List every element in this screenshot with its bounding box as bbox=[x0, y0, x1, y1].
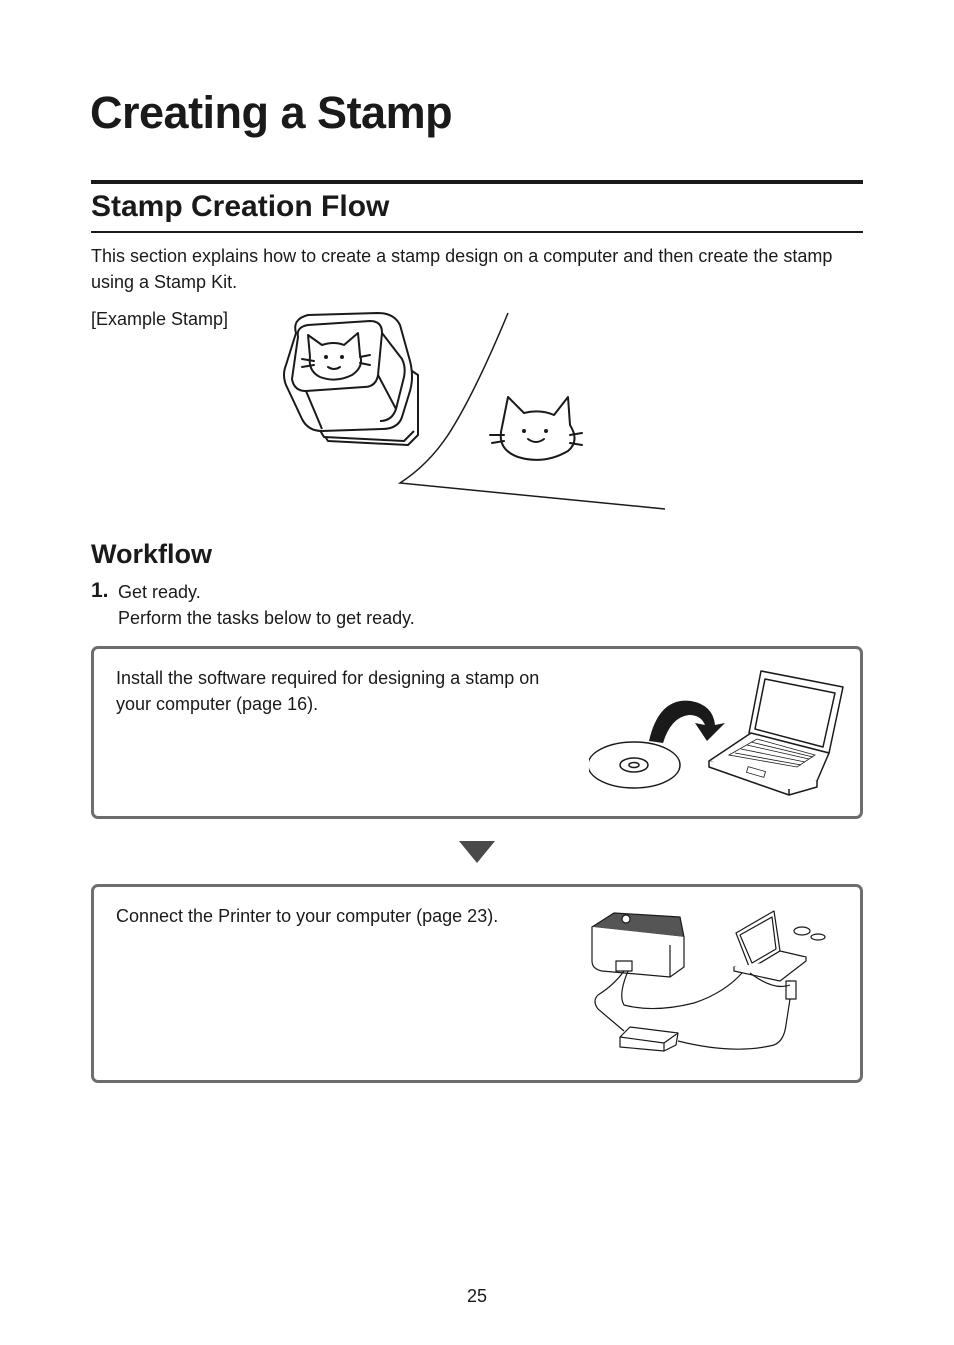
printer-laptop-connection-illustration bbox=[584, 905, 834, 1065]
task-text-connect-printer: Connect the Printer to your computer (page 23). bbox=[116, 906, 499, 926]
section-rule-bottom bbox=[91, 231, 863, 233]
task-text-install-software: Install the software required for designing a stamp on your computer (page 16). bbox=[116, 668, 540, 714]
step-description: Perform the tasks below to get ready. bbox=[118, 608, 415, 628]
example-stamp-illustration bbox=[278, 305, 678, 520]
example-stamp-label: [Example Stamp] bbox=[91, 309, 229, 329]
section-rule-top bbox=[91, 180, 863, 184]
section-title: Stamp Creation Flow bbox=[91, 190, 390, 223]
intro-paragraph: This section explains how to create a stamp design on a computer and then create the stamp using a Stamp Kit. bbox=[91, 246, 833, 292]
task-box-install-software bbox=[91, 646, 863, 819]
page-number: 25 bbox=[466, 1286, 488, 1306]
step-title: Get ready. bbox=[118, 582, 201, 602]
page-title: Creating a Stamp bbox=[90, 87, 453, 138]
workflow-title: Workflow bbox=[91, 539, 212, 569]
flow-down-arrow-icon bbox=[459, 841, 495, 863]
task-box-connect-printer bbox=[91, 884, 863, 1083]
step-number: 1. bbox=[91, 579, 109, 602]
cd-to-laptop-install-illustration bbox=[589, 663, 849, 803]
